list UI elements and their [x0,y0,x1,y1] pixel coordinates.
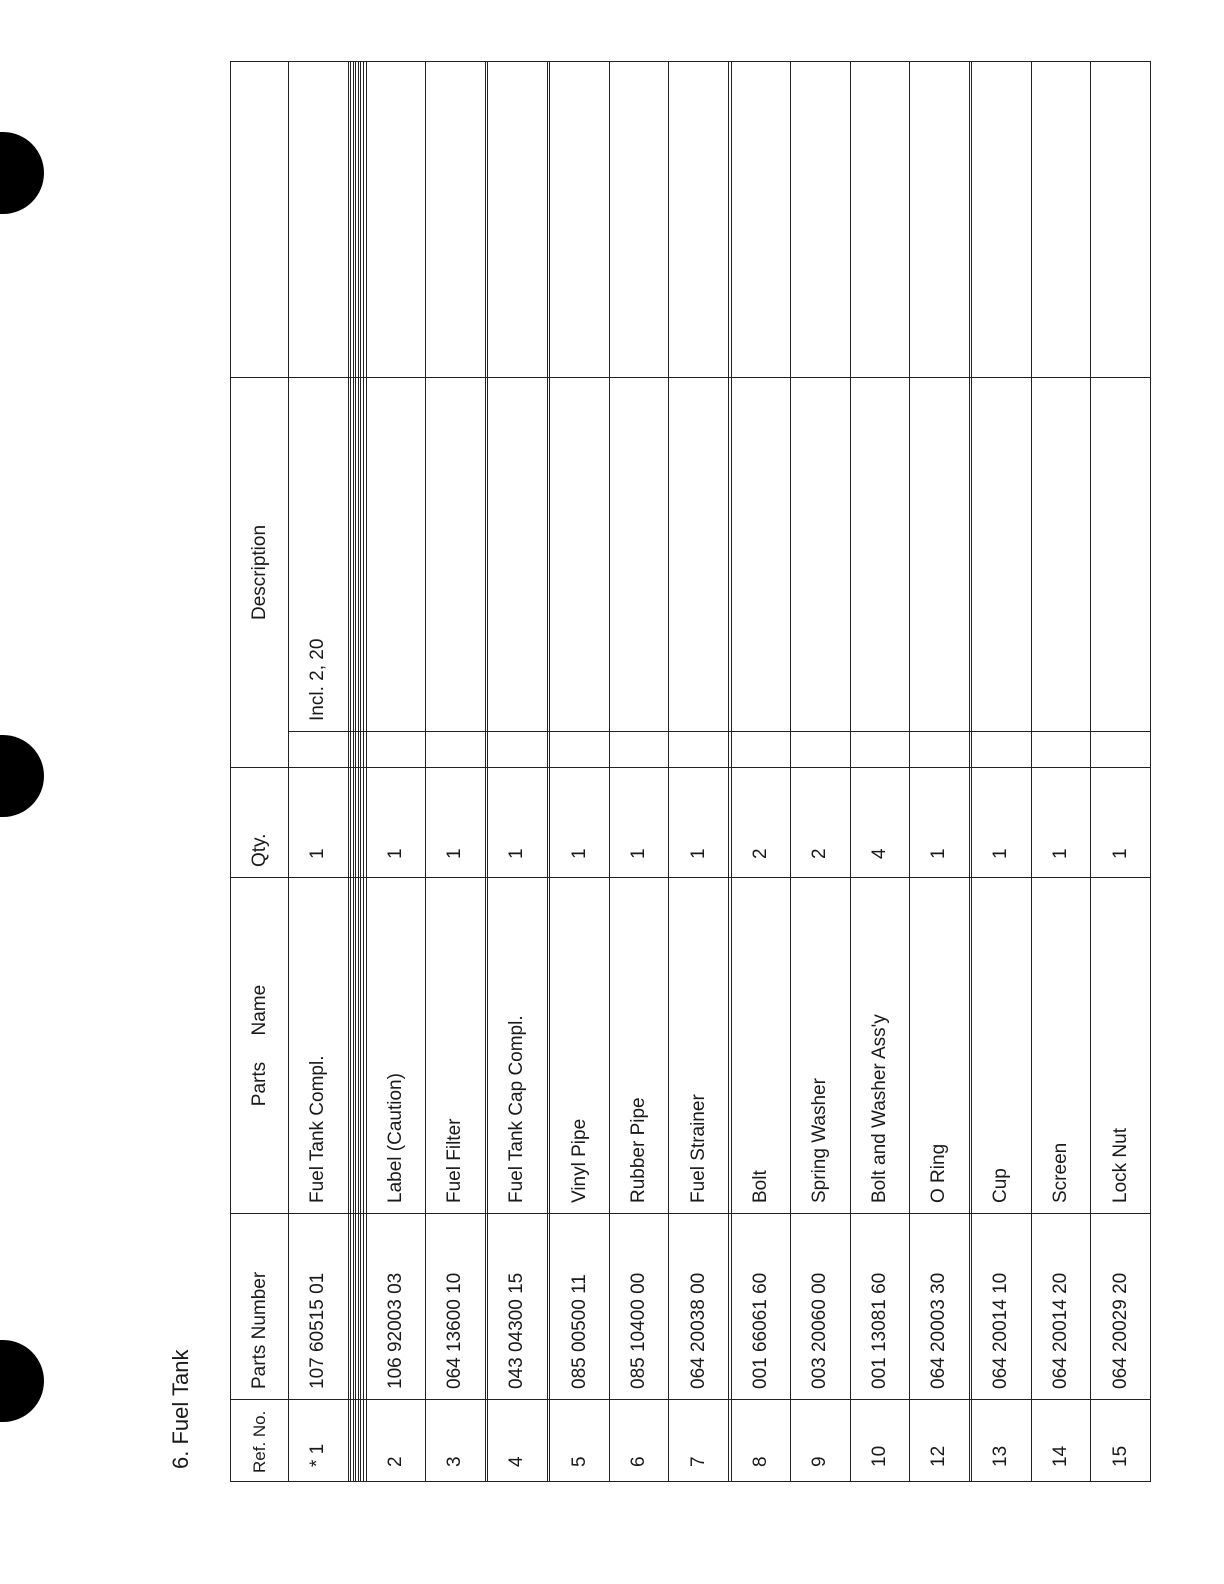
table-row [426,61,486,1481]
header-parts-name: Parts Name [231,878,289,1214]
cell-parts-number: 085 00500 11 [550,1214,610,1400]
cell-description-gap [731,732,791,768]
cell-description [972,377,1032,731]
cell-ref-no: 6 [609,1400,669,1482]
cell-parts-name: Rubber Pipe [609,878,669,1214]
cell-description [850,377,910,731]
cell-qty: 1 [669,768,729,878]
table-row [1091,61,1151,1481]
cell-description [731,377,791,731]
table-row [488,61,548,1481]
cell-description: Incl. 2, 20 [289,377,349,731]
cell-parts-number: 064 13600 10 [426,1214,486,1400]
cell-remarks [1031,61,1091,377]
cell-description-gap [550,732,610,768]
cell-description [791,377,851,731]
table-row [910,61,970,1481]
cell-qty: 1 [1031,768,1091,878]
cell-description [426,377,486,731]
cell-parts-number: 043 04300 15 [488,1214,548,1400]
cell-description [910,377,970,731]
cell-ref-no: * 1 [289,1400,349,1482]
cell-remarks [791,61,851,377]
cell-ref-no: 5 [550,1400,610,1482]
parts-table-body [289,61,1151,1481]
cell-ref-no: 13 [972,1400,1032,1482]
cell-description-gap [289,732,349,768]
cell-qty: 1 [609,768,669,878]
cell-description-gap [669,732,729,768]
cell-parts-name: Bolt and Washer Ass'y [850,878,910,1214]
cell-description-gap [791,732,851,768]
cell-description-gap [1091,732,1151,768]
cell-description-gap [366,732,426,768]
cell-remarks [488,61,548,377]
binder-hole-middle [0,735,44,817]
header-description: Description [231,377,289,767]
cell-qty: 1 [488,768,548,878]
cell-qty: 1 [550,768,610,878]
cell-ref-no: 15 [1091,1400,1151,1482]
table-row [609,61,669,1481]
cell-description [1091,377,1151,731]
table-row [731,61,791,1481]
cell-parts-name: Cup [972,878,1032,1214]
cell-description [669,377,729,731]
cell-parts-name: Label (Caution) [366,878,426,1214]
cell-qty: 1 [972,768,1032,878]
cell-description [366,377,426,731]
table-row [791,61,851,1481]
table-row [366,61,426,1481]
header-remarks [231,61,289,377]
cell-parts-number: 106 92003 03 [366,1214,426,1400]
cell-description-gap [972,732,1032,768]
cell-ref-no: 12 [910,1400,970,1482]
cell-ref-no: 4 [488,1400,548,1482]
cell-remarks [972,61,1032,377]
cell-qty: 1 [426,768,486,878]
cell-parts-number: 064 20003 30 [910,1214,970,1400]
cell-parts-number: 001 66061 60 [731,1214,791,1400]
cell-parts-number: 064 20029 20 [1091,1214,1151,1400]
cell-parts-number: 107 60515 01 [289,1214,349,1400]
binder-hole-top [0,132,44,214]
cell-parts-number: 064 20038 00 [669,1214,729,1400]
table-row [1031,61,1091,1481]
table-row [289,61,349,1481]
cell-parts-number: 064 20014 10 [972,1214,1032,1400]
cell-qty: 2 [791,768,851,878]
table-row [550,61,610,1481]
table-row [669,61,729,1481]
header-ref-no: Ref. No. [231,1400,289,1482]
cell-description-gap [1031,732,1091,768]
cell-parts-number: 001 13081 60 [850,1214,910,1400]
cell-description-gap [609,732,669,768]
cell-parts-number: 064 20014 20 [1031,1214,1091,1400]
cell-parts-name: Spring Washer [791,878,851,1214]
cell-description [609,377,669,731]
header-qty: Qty. [231,768,289,878]
cell-remarks [609,61,669,377]
cell-parts-name: O Ring [910,878,970,1214]
cell-parts-name: Fuel Strainer [669,878,729,1214]
parts-table [230,61,1151,1482]
cell-remarks [669,61,729,377]
cell-parts-name: Screen [1031,878,1091,1214]
cell-parts-name: Fuel Tank Compl. [289,878,349,1214]
cell-description-gap [850,732,910,768]
table-row [972,61,1032,1481]
cell-ref-no: 3 [426,1400,486,1482]
cell-description-gap [426,732,486,768]
cell-ref-no: 7 [669,1400,729,1482]
table-header-row [231,61,289,1481]
section-title: 6. Fuel Tank [168,1349,193,1469]
cell-parts-name: Vinyl Pipe [550,878,610,1214]
cell-parts-name: Fuel Filter [426,878,486,1214]
cell-parts-number: 003 20060 00 [791,1214,851,1400]
cell-ref-no: 8 [731,1400,791,1482]
cell-remarks [850,61,910,377]
cell-description-gap [488,732,548,768]
cell-qty: 1 [366,768,426,878]
parts-table-wrapper [230,62,1151,1482]
cell-qty: 2 [731,768,791,878]
cell-ref-no: 10 [850,1400,910,1482]
cell-ref-no: 14 [1031,1400,1091,1482]
cell-qty: 1 [910,768,970,878]
cell-qty: 1 [289,768,349,878]
cell-parts-number: 085 10400 00 [609,1214,669,1400]
cell-qty: 4 [850,768,910,878]
cell-parts-name: Fuel Tank Cap Compl. [488,878,548,1214]
cell-parts-name: Bolt [731,878,791,1214]
cell-ref-no: 9 [791,1400,851,1482]
header-parts-number: Parts Number [231,1214,289,1400]
cell-description [488,377,548,731]
cell-remarks [550,61,610,377]
cell-description-gap [910,732,970,768]
cell-description [550,377,610,731]
cell-remarks [289,61,349,377]
table-row [850,61,910,1481]
cell-qty: 1 [1091,768,1151,878]
cell-remarks [910,61,970,377]
cell-parts-name: Lock Nut [1091,878,1151,1214]
binder-hole-bottom [0,1340,44,1422]
cell-remarks [426,61,486,377]
cell-remarks [366,61,426,377]
cell-ref-no: 2 [366,1400,426,1482]
cell-remarks [731,61,791,377]
cell-remarks [1091,61,1151,377]
cell-description [1031,377,1091,731]
